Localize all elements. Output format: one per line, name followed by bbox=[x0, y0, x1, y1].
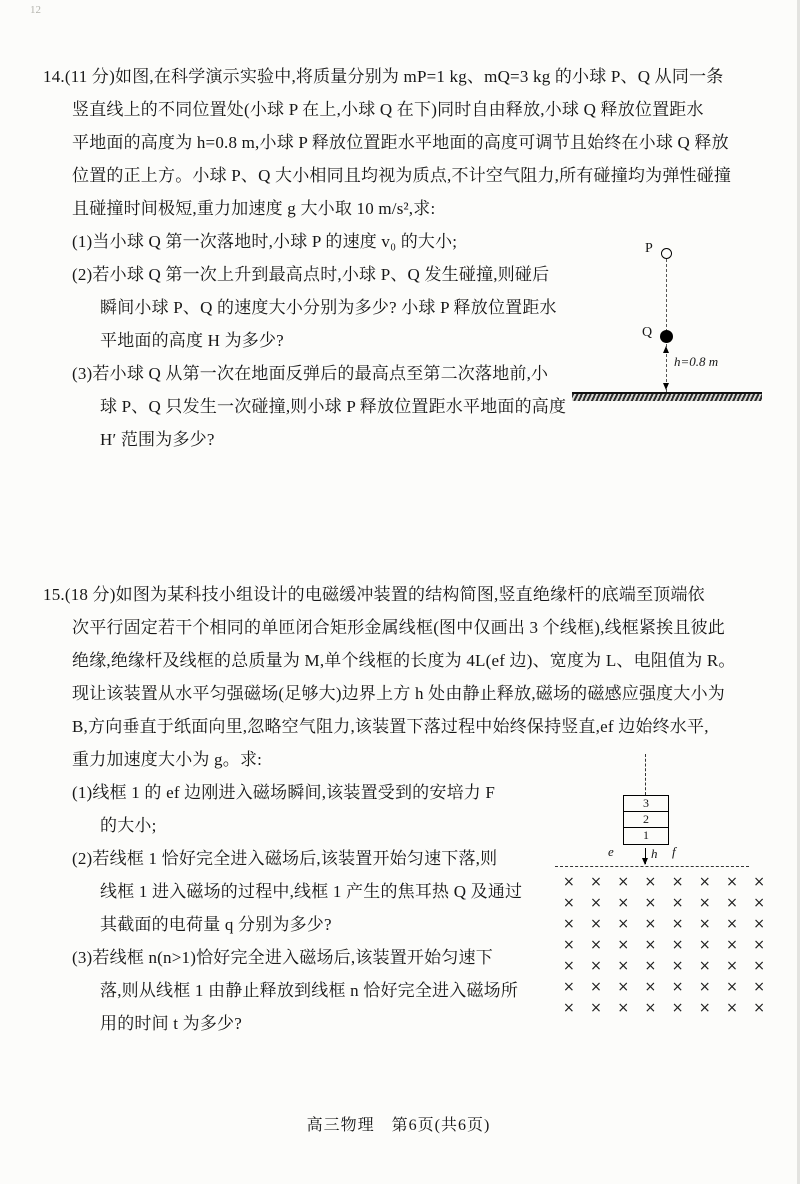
coil-frame-1: 1 bbox=[643, 828, 649, 842]
ball-p-icon bbox=[661, 248, 672, 259]
field-cross-row: × × × × × × × × bbox=[563, 937, 765, 953]
ball-p-label: P bbox=[645, 241, 653, 256]
problem-15-line: 次平行固定若干个相同的单匝闭合矩形金属线框(图中仅画出 3 个线框),线框紧挨且彼此 bbox=[72, 618, 725, 637]
problem-15-line: B,方向垂直于纸面向里,忽略空气阻力,该装置下落过程中始终保持竖直,ef 边始终水平, bbox=[72, 717, 709, 736]
problem-15-line: 重力加速度大小为 g。求: bbox=[72, 750, 263, 769]
field-cross-row: × × × × × × × × bbox=[563, 958, 765, 974]
field-cross-row: × × × × × × × × bbox=[563, 874, 765, 890]
problem-14-diagram bbox=[570, 236, 766, 412]
field-cross-row: × × × × × × × × bbox=[563, 895, 765, 911]
problem-15-part-1: (1)线框 1 的 ef 边刚进入磁场瞬间,该装置受到的安培力 F bbox=[72, 783, 496, 802]
page-footer: 高三物理 第6页(共6页) bbox=[306, 1117, 491, 1134]
problem-14-line: 且碰撞时间极短,重力加速度 g 大小取 10 m/s²,求: bbox=[72, 199, 436, 218]
insulating-rod bbox=[645, 754, 646, 795]
field-cross-row: × × × × × × × × bbox=[563, 916, 765, 932]
problem-15-line: 绝缘,绝缘杆及线框的总质量为 M,单个线框的长度为 4L(ef 边)、宽度为 L、电阻值为 R。 bbox=[72, 651, 736, 670]
ball-q-icon bbox=[660, 330, 673, 343]
problem-15-part-2: (2)若线框 1 恰好完全进入磁场后,该装置开始匀速下落,则 bbox=[72, 849, 498, 868]
problem-15-line: 的大小; bbox=[100, 816, 157, 835]
problem-15-diagram bbox=[555, 752, 765, 1028]
coil-frame-3: 3 bbox=[624, 796, 668, 812]
vertical-dashed-line bbox=[666, 254, 667, 392]
problem-15-line: 用的时间 t 为多少? bbox=[100, 1014, 242, 1033]
problem-14-part-3: (3)若小球 Q 从第一次在地面反弹后的最高点至第二次落地前,小 bbox=[72, 364, 549, 383]
problem-14-line: 平地面的高度 H 为多少? bbox=[100, 331, 284, 350]
problem-15-line: 现让该装置从水平匀强磁场(足够大)边界上方 h 处由静止释放,磁场的磁感应强度大小为 bbox=[72, 684, 725, 703]
problem-14-part-2: (2)若小球 Q 第一次上升到最高点时,小球 P、Q 发生碰撞,则碰后 bbox=[72, 265, 550, 284]
problem-14-line: 14.(11 分)如图,在科学演示实验中,将质量分别为 mP=1 kg、mQ=3 kg 的小球 P、Q 从同一条 bbox=[43, 67, 724, 86]
problem-15-line: 落,则从线框 1 由静止释放到线框 n 恰好完全进入磁场所 bbox=[100, 981, 519, 1000]
problem-14-line: H′ 范围为多少? bbox=[100, 430, 215, 449]
corner-e-label: e bbox=[608, 844, 614, 859]
problem-15-line: 其截面的电荷量 q 分别为多少? bbox=[100, 915, 332, 934]
field-cross-row: × × × × × × × × bbox=[563, 1000, 765, 1016]
problem-15-line: 线框 1 进入磁场的过程中,线框 1 产生的焦耳热 Q 及通过 bbox=[100, 882, 523, 901]
problem-14-line: 平地面的高度为 h=0.8 m,小球 P 释放位置距水平地面的高度可调节且始终在小球 Q 释放 bbox=[72, 133, 729, 152]
coil-frame-2: 2 bbox=[624, 812, 668, 828]
ground-hatch bbox=[572, 392, 762, 401]
problem-14-line: 球 P、Q 只发生一次碰撞,则小球 P 释放位置距水平地面的高度 bbox=[100, 397, 567, 416]
field-boundary-line bbox=[555, 866, 749, 867]
problem-14-line: 瞬间小球 P、Q 的速度大小分别为多少? 小球 P 释放位置距水 bbox=[100, 298, 557, 317]
problem-15-line: 15.(18 分)如图为某科技小组设计的电磁缓冲装置的结构简图,竖直绝缘杆的底端至顶端依 bbox=[43, 585, 705, 604]
corner-f-label: f bbox=[672, 844, 676, 859]
height-label: h bbox=[651, 846, 658, 861]
coil-stack bbox=[623, 795, 669, 845]
ball-q-label: Q bbox=[642, 325, 653, 340]
arrow-down-icon bbox=[663, 383, 669, 390]
problem-15-part-3: (3)若线框 n(n>1)恰好完全进入磁场后,该装置开始匀速下 bbox=[72, 948, 493, 967]
scan-artifact: 12 bbox=[30, 4, 41, 16]
field-cross-row: × × × × × × × × bbox=[563, 979, 765, 995]
magnetic-field-region bbox=[563, 872, 765, 1019]
problem-14-part-1: (1)当小球 Q 第一次落地时,小球 P 的速度 v₀ 的大小; bbox=[72, 232, 458, 251]
height-label: h=0.8 m bbox=[674, 354, 719, 369]
arrow-down-icon bbox=[642, 858, 648, 865]
arrow-up-icon bbox=[663, 346, 669, 353]
problem-14-line: 竖直线上的不同位置处(小球 P 在上,小球 Q 在下)同时自由释放,小球 Q 释放位置距水 bbox=[72, 100, 704, 119]
problem-14-line: 位置的正上方。小球 P、Q 大小相同且均视为质点,不计空气阻力,所有碰撞均为弹性碰撞 bbox=[72, 166, 732, 185]
